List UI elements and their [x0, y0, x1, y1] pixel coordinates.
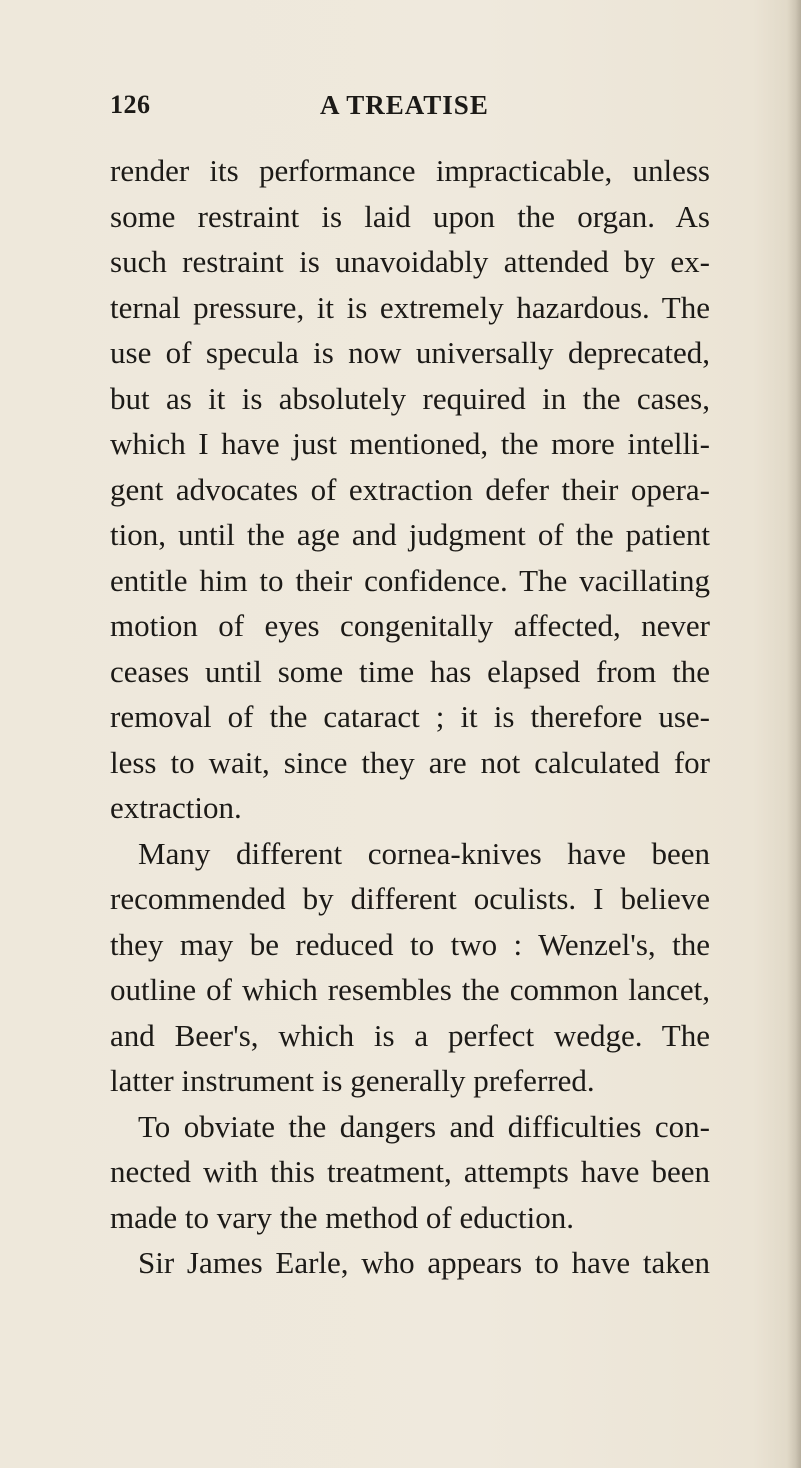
text-line: recommended by different oculists. I believe: [110, 881, 710, 916]
text-line: latter instrument is generally preferred.: [110, 1063, 595, 1098]
page-header: [0, 90, 801, 130]
text-line: use of specula is now universally deprecated,: [110, 335, 710, 370]
text-line: entitle him to their confidence. The vacillating: [110, 562, 710, 598]
text-line: and Beer's, which is a perfect wedge. The: [110, 1017, 710, 1053]
paragraph-first-line: Many different cornea-knives have been: [138, 835, 710, 871]
text-line: such restraint is unavoidably attended by ex-: [110, 244, 710, 279]
text-line: motion of eyes congenitally affected, never: [110, 608, 710, 643]
text-line: tion, until the age and judgment of the patient: [110, 517, 710, 552]
paragraph-first-line: Sir James Earle, who appears to have taken: [138, 1245, 710, 1280]
running-title: A TREATISE: [320, 90, 489, 120]
text-line: ternal pressure, it is extremely hazardous. The: [110, 289, 710, 325]
text-line: render its performance impracticable, unless: [110, 153, 710, 188]
page-edge-shadow: [787, 0, 801, 1468]
text-line: made to vary the method of eduction.: [110, 1199, 575, 1235]
text-line: gent advocates of extraction defer their opera-: [110, 471, 710, 507]
text-line: extraction.: [110, 790, 242, 825]
text-line: removal of the cataract ; it is therefore use-: [110, 699, 710, 734]
paragraph-first-line: To obviate the dangers and difficulties con-: [138, 1108, 710, 1144]
text-line: which I have just mentioned, the more intelli-: [110, 426, 710, 461]
text-line: ceases until some time has elapsed from the: [110, 653, 710, 689]
text-line: they may be reduced to two : Wenzel's, the: [110, 926, 710, 962]
text-line: outline of which resembles the common lancet,: [110, 972, 710, 1007]
text-line: less to wait, since they are not calculated for: [110, 744, 710, 780]
body-text: [110, 148, 710, 1286]
text-line: nected with this treatment, attempts have been: [110, 1154, 710, 1189]
text-line: some restraint is laid upon the organ. As: [110, 198, 710, 234]
text-line: but as it is absolutely required in the cases,: [110, 380, 710, 416]
page-number: 126: [110, 90, 151, 119]
